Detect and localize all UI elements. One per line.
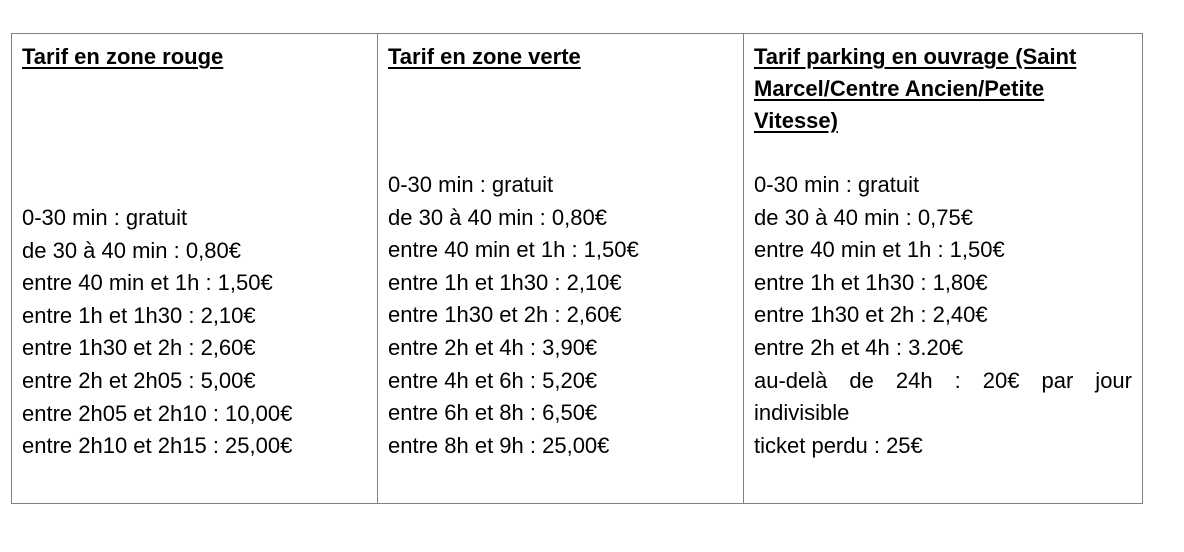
rate-item: entre 40 min et 1h : 1,50€ <box>754 237 1005 263</box>
rate-item: entre 2h et 4h : 3.20€ <box>754 334 964 360</box>
rate-item: entre 2h05 et 2h10 : 10,00€ <box>22 400 293 426</box>
rate-item: 0-30 min : gratuit <box>754 172 920 197</box>
rate-item: 0-30 min : gratuit <box>388 172 554 197</box>
rate-item: entre 40 min et 1h : 1,50€ <box>22 270 273 296</box>
rate-item: entre 2h et 2h05 : 5,00€ <box>22 367 256 393</box>
rate-item: entre 2h et 4h : 3,90€ <box>388 334 598 360</box>
column-title: Tarif parking en ouvrage (Saint Marcel/Centre Ancien/Petite Vitesse) <box>754 44 1077 133</box>
rate-item: entre 6h et 8h : 6,50€ <box>388 400 598 426</box>
column-title: Tarif en zone verte <box>388 44 581 69</box>
rate-item: au-delà de 24h : 20€ par jour indivisible <box>754 367 1132 426</box>
rate-item: ticket perdu : 25€ <box>754 432 923 458</box>
rate-item: entre 1h et 1h30 : 1,80€ <box>754 269 988 295</box>
rate-item: entre 1h30 et 2h : 2,60€ <box>22 335 256 361</box>
rate-item: entre 1h et 1h30 : 2,10€ <box>22 302 256 328</box>
rate-item: entre 1h30 et 2h : 2,40€ <box>754 302 988 328</box>
rate-item: entre 4h et 6h : 5,20€ <box>388 367 598 393</box>
column-zone-verte <box>377 34 743 503</box>
column-title: Tarif en zone rouge <box>22 44 224 69</box>
rate-list <box>22 202 367 463</box>
rate-item: entre 1h30 et 2h : 2,60€ <box>388 302 622 328</box>
rate-item: entre 2h10 et 2h15 : 25,00€ <box>22 433 293 459</box>
rate-item: de 30 à 40 min : 0,75€ <box>754 204 973 230</box>
rate-item: de 30 à 40 min : 0,80€ <box>388 204 607 230</box>
tariff-table <box>11 33 1143 504</box>
rate-item: 0-30 min : gratuit <box>22 205 188 230</box>
column-parking-ouvrage <box>743 34 1142 503</box>
rate-item: entre 40 min et 1h : 1,50€ <box>388 237 639 263</box>
rate-list <box>754 169 1132 462</box>
column-zone-rouge <box>12 34 377 503</box>
rate-item: de 30 à 40 min : 0,80€ <box>22 237 241 263</box>
rate-item: entre 1h et 1h30 : 2,10€ <box>388 269 622 295</box>
rate-item: entre 8h et 9h : 25,00€ <box>388 432 610 458</box>
rate-list <box>388 169 733 462</box>
